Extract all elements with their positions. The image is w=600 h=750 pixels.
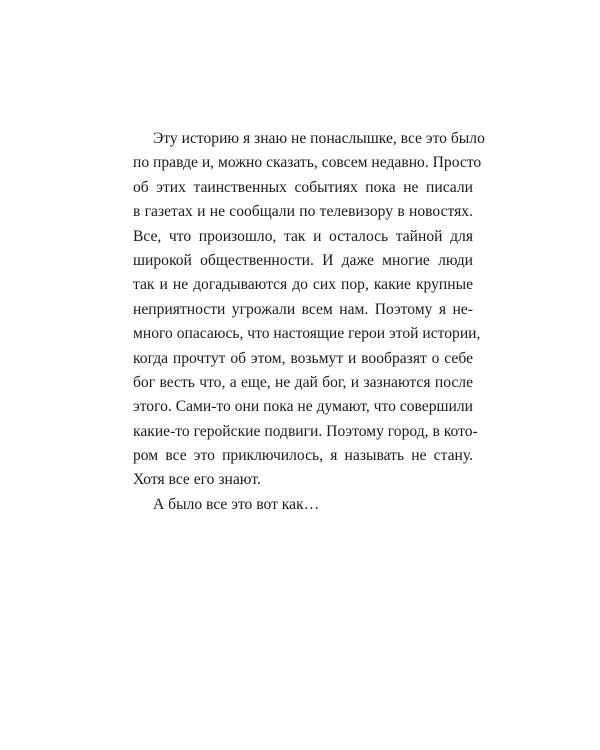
text-line: широкой общественности. И даже многие люди (133, 251, 473, 269)
text-line: А было все это вот как… (153, 495, 320, 513)
text-line: неприятности угрожали всем нам. Поэтому я не- (133, 300, 473, 318)
text-line: об этих таинственных событиях пока не писали (133, 178, 473, 196)
text-line: по правде и, можно сказать, совсем недавно. Просто (133, 154, 482, 172)
text-line: много опасаюсь, что настоящие герои этой истории, (133, 325, 481, 343)
text-line: Эту историю я знаю не понаслышке, все это было (153, 130, 485, 147)
text-line: в газетах и не сообщали по телевизору в новостях. (133, 203, 473, 221)
text-line: так и не догадываются до сих пор, какие крупные (133, 276, 473, 294)
text-line: когда прочтут об этом, возьмут и вообразят о себе (133, 349, 473, 367)
text-line: Все, что произошло, так и осталось тайной для (133, 227, 473, 245)
body-text (133, 127, 485, 517)
text-line: какие-то геройские подвиги. Поэтому город, в кото- (133, 422, 478, 440)
text-line: ром все это приключилось, я называть не стану. (133, 447, 473, 465)
text-line: этого. Сами-то они пока не думают, что совершили (133, 398, 474, 416)
text-line: бог весть что, а еще, не дай бог, и зазнаются после (133, 373, 473, 391)
text-line: Хотя все его знают. (133, 471, 261, 489)
